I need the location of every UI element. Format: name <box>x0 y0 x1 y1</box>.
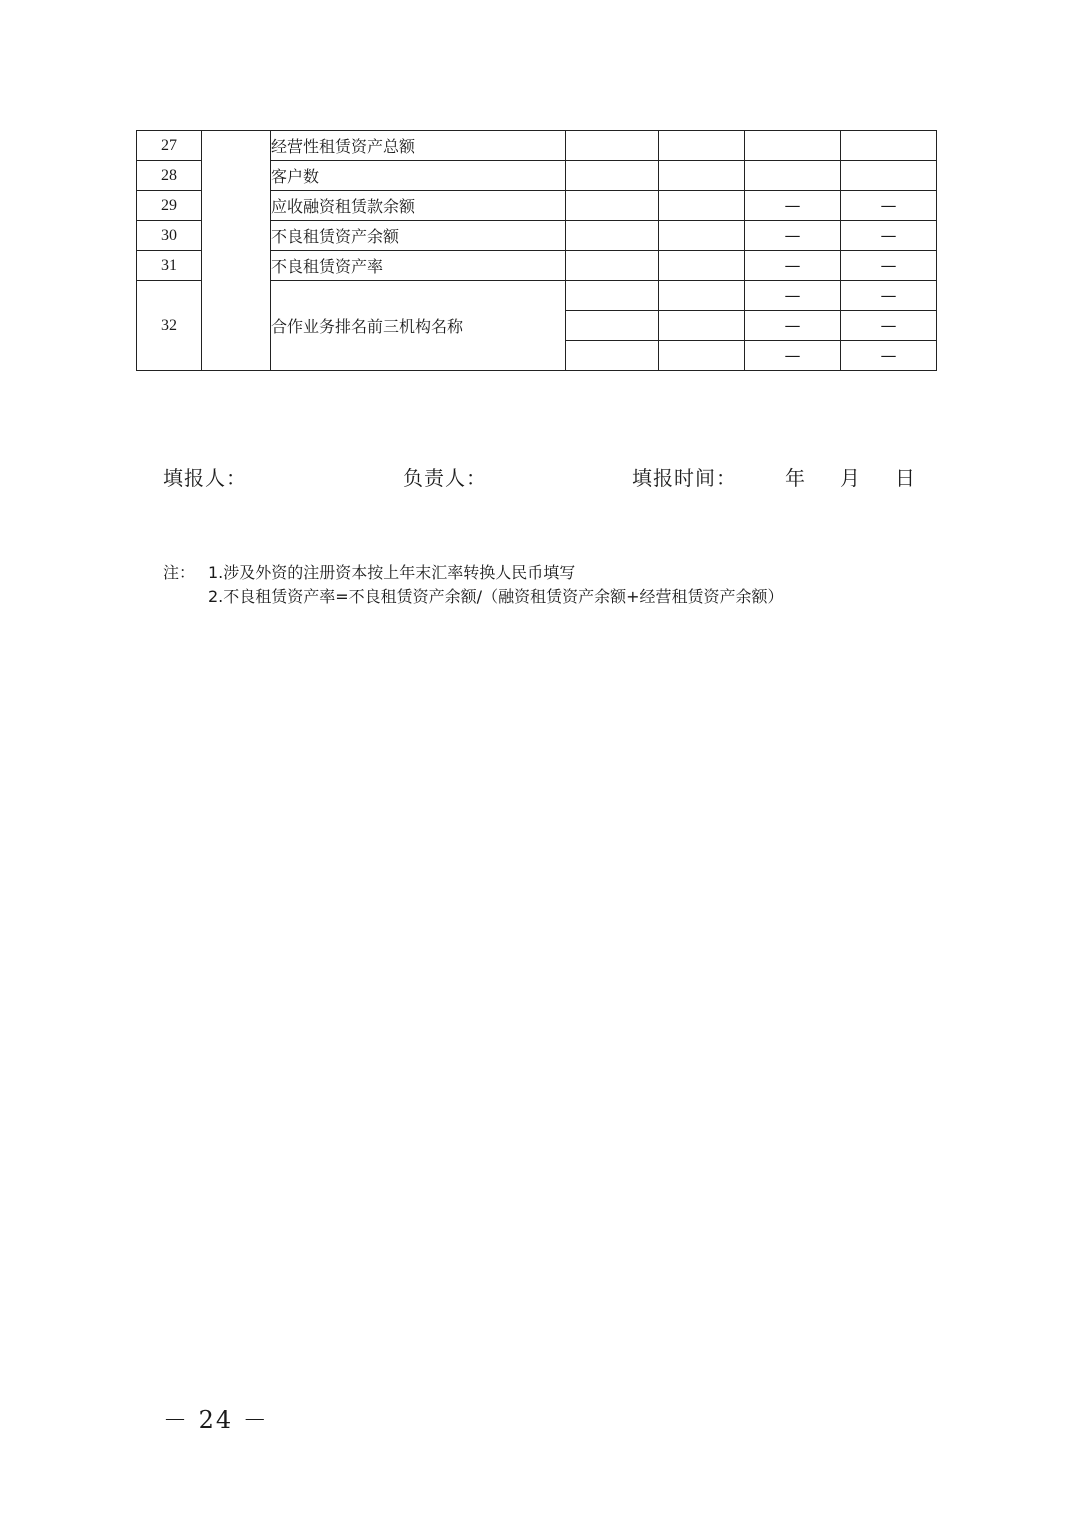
dash-cell: — <box>841 311 937 341</box>
value-cell <box>659 161 745 191</box>
row-number: 28 <box>137 161 202 191</box>
row-number: 29 <box>137 191 202 221</box>
value-cell <box>566 161 659 191</box>
row-number: 30 <box>137 221 202 251</box>
notes-prefix: 注： <box>163 563 196 582</box>
data-table <box>136 130 937 371</box>
dash-cell: — <box>841 281 937 311</box>
dash-cell: — <box>841 191 937 221</box>
dash-cell: — <box>841 341 937 371</box>
dash-cell: — <box>745 311 841 341</box>
value-cell <box>659 281 745 311</box>
month-label: 月 <box>840 466 861 490</box>
row-number: 32 <box>137 281 202 371</box>
value-cell <box>566 221 659 251</box>
merged-category-cell <box>202 131 271 371</box>
note-2: 2.不良租赁资产率=不良租赁资产余额/（融资租赁资产余额+经营租赁资产余额） <box>208 587 784 606</box>
day-label: 日 <box>895 466 916 490</box>
table-body <box>137 131 937 371</box>
value-cell <box>745 131 841 161</box>
dash-cell: — <box>745 341 841 371</box>
note-row <box>163 561 783 585</box>
value-cell <box>566 191 659 221</box>
row-number: 27 <box>137 131 202 161</box>
responsible-label: 负责人： <box>403 466 487 490</box>
value-cell <box>659 251 745 281</box>
value-cell <box>841 131 937 161</box>
dash-cell: — <box>841 251 937 281</box>
value-cell <box>566 251 659 281</box>
row-label: 客户数 <box>271 161 566 191</box>
value-cell <box>745 161 841 191</box>
fill-time-label: 填报时间： <box>632 466 737 490</box>
row-label: 不良租赁资产余额 <box>271 221 566 251</box>
value-cell <box>841 161 937 191</box>
row-label: 合作业务排名前三机构名称 <box>271 281 566 371</box>
value-cell <box>566 311 659 341</box>
dash-cell: — <box>745 221 841 251</box>
dash-cell: — <box>745 281 841 311</box>
value-cell <box>659 341 745 371</box>
page-number: － 24 － <box>163 1406 269 1434</box>
value-cell <box>566 131 659 161</box>
dash-cell: — <box>745 251 841 281</box>
value-cell <box>659 191 745 221</box>
notes <box>163 561 783 609</box>
note-1: 1.涉及外资的注册资本按上年末汇率转换人民币填写 <box>208 563 576 582</box>
value-cell <box>659 311 745 341</box>
row-label: 不良租赁资产率 <box>271 251 566 281</box>
dash-cell: — <box>841 221 937 251</box>
value-cell <box>566 341 659 371</box>
year-label: 年 <box>785 466 806 490</box>
row-label: 经营性租赁资产总额 <box>271 131 566 161</box>
table-row <box>137 131 937 161</box>
row-number: 31 <box>137 251 202 281</box>
value-cell <box>566 281 659 311</box>
value-cell <box>659 131 745 161</box>
dash-cell: — <box>745 191 841 221</box>
filler-label: 填报人： <box>163 466 247 490</box>
row-label: 应收融资租赁款余额 <box>271 191 566 221</box>
value-cell <box>659 221 745 251</box>
